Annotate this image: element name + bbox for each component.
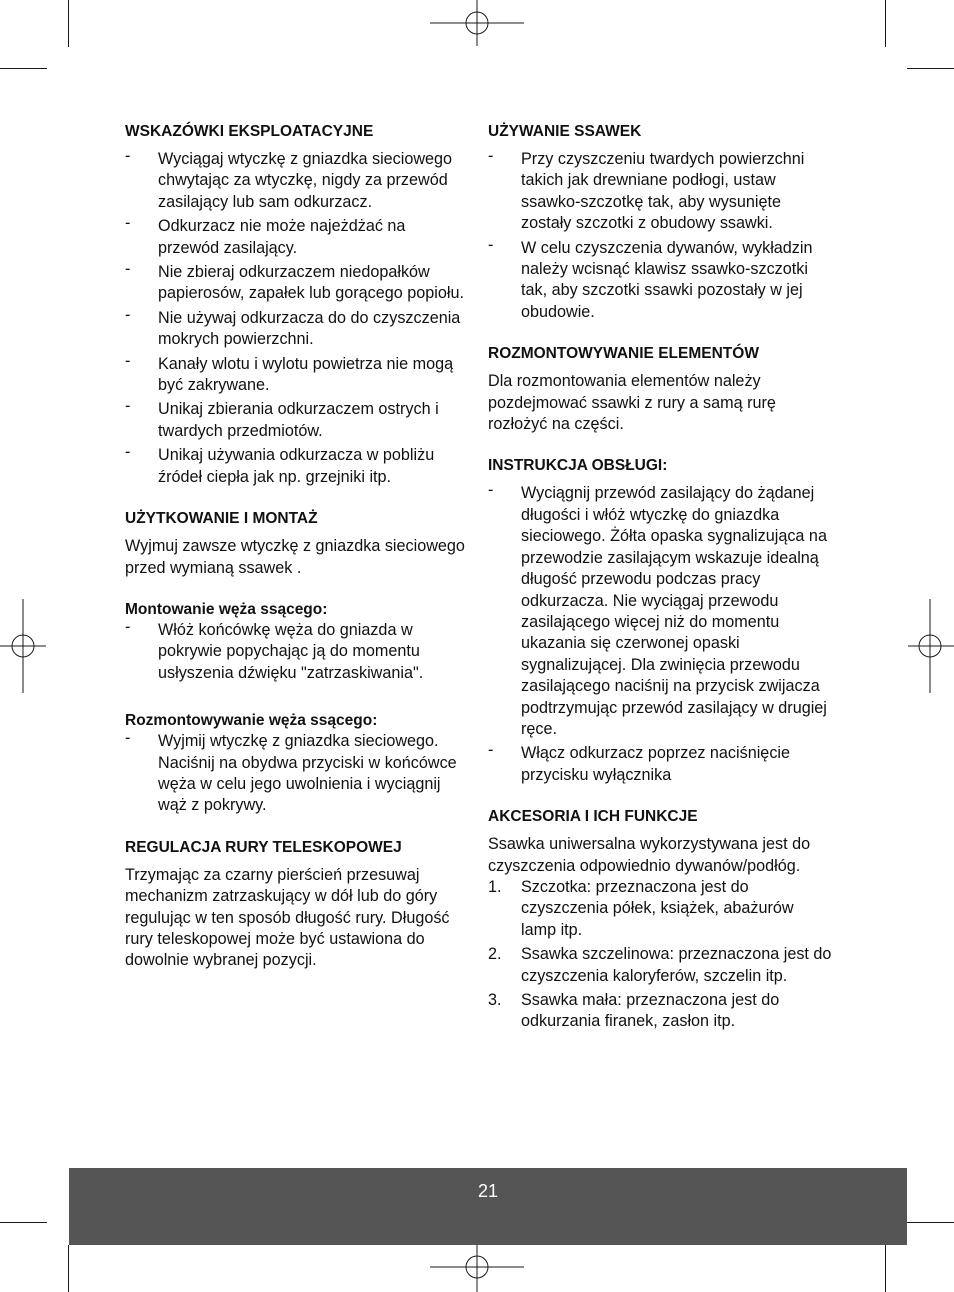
paragraph: Dla rozmontowania elementów należy pozdejmować ssawki z rury a samą rurę rozłożyć na części. [488,372,776,434]
list-number: 3. [488,991,502,1009]
bullet-dash: - [125,617,131,636]
section-telescopic-tube [125,837,470,972]
bullet-dash: - [488,741,494,760]
list-item: - Nie zbieraj odkurzaczem niedopałków papierosów, zapałek lub gorącego popiołu. [125,260,464,303]
crop-mark [885,1245,886,1292]
page-number: 21 [477,1181,499,1201]
registration-mark [0,599,48,693]
bullet-list [488,149,833,323]
bullet-list [125,149,470,488]
section-title: ROZMONTOWYWANIE ELEMENTÓW [488,345,759,363]
paragraph: Ssawka uniwersalna wykorzystywana jest do czyszczenia odpowiednio dywanów/podłóg. [488,835,811,875]
bullet-dash: - [125,443,131,462]
section-use-and-assembly [125,508,470,579]
numbered-list [488,877,833,1033]
subsection-title: Montowanie węża ssącego: [125,600,328,618]
right-column [488,121,833,1053]
paragraph: Wyjmuj zawsze wtyczkę z gniazdka sieciowego przed wymianą ssawek . [125,537,465,577]
section-hose-removal [125,710,470,817]
bullet-dash: - [125,729,131,748]
registration-mark [430,1245,524,1292]
list-item: - Włącz odkurzacz poprzez naciśnięcie przycisku wyłącznika [488,741,791,784]
section-usage-tips [125,121,470,488]
list-item: - Przy czyszczeniu twardych powierzchni takich jak drewniane podłogi, ustaw ssawko-szczotkę tak, aby wysunięte zostały szczotki z obudowy ssawki. [488,147,805,233]
crop-mark [0,1222,47,1223]
bullet-dash: - [488,481,494,500]
section-title: REGULACJA RURY TELESKOPOWEJ [125,838,402,856]
list-item: - Nie używaj odkurzacza do do czyszczenia mokrych powierzchni. [125,305,461,349]
left-column [125,121,470,992]
bullet-list [125,617,470,684]
subsection-title: Rozmontowywanie węża ssącego: [125,712,378,730]
bullet-list [125,731,470,817]
list-item: - Wyjmij wtyczkę z gniazdka sieciowego. Naciśnij na obydwa przyciski w końcówce węża w celu jego uwolnienia i wyciągnij wąż z pokrywy. [125,729,457,815]
crop-mark [68,1245,69,1292]
bullet-dash: - [488,147,494,165]
section-operating-instructions [488,455,833,786]
list-item: 1. Szczotka: przeznaczona jest do czyszczenia półek, książek, abażurów lamp itp. [488,877,794,939]
section-title: AKCESORIA I ICH FUNKCJE [488,808,698,826]
section-hose-mounting [125,599,470,684]
crop-mark [885,0,886,47]
paragraph: Trzymając za czarny pierścień przesuwaj mechanizm zatrzaskujący w dół lub do góry regulując w ten sposób długość rury. Długość rury teleskopowej może być ustawiona do dowolnie wybranej pozycji. [125,865,450,970]
list-item: 2. Ssawka szczelinowa: przeznaczona jest do czyszczenia kaloryferów, szczelin itp. [488,945,832,985]
section-accessories [488,806,833,1033]
list-item: 3. Ssawka mała: przeznaczona jest do odkurzania firanek, zasłon itp. [488,991,780,1031]
crop-mark [907,1222,954,1223]
section-disassembly [488,343,833,435]
registration-mark [430,0,524,48]
list-number: 2. [488,945,502,964]
crop-mark [68,0,69,47]
section-title: WSKAZÓWKI EKSPLOATACYJNE [125,123,374,140]
list-item: - Unikaj używania odkurzacza w pobliżu źródeł ciepła jak np. grzejniki itp. [125,443,435,486]
list-item: - Włóż końcówkę węża do gniazda w pokrywie popychając ją do momentu usłyszenia dźwięku "zatrzaskiwania". [125,617,424,682]
bullet-dash: - [125,260,131,279]
crop-mark [0,68,47,69]
bullet-dash: - [488,235,494,254]
bullet-dash: - [125,147,131,165]
footer-bar [69,1168,907,1245]
list-item: - Unikaj zbierania odkurzaczem ostrych i twardych przedmiotów. [125,397,439,440]
bullet-dash: - [125,351,131,370]
registration-mark [906,599,954,693]
list-item: - Odkurzacz nie może najeżdżać na przewód zasilający. [125,214,406,257]
section-title: UŻYWANIE SSAWEK [488,123,642,140]
list-item: - Wyciągaj wtyczkę z gniazdka sieciowego chwytając za wtyczkę, nigdy za przewód zasilający lub sam odkurzacz. [125,147,453,211]
list-item: - W celu czyszczenia dywanów, wykładzin należy wcisnąć klawisz ssawko-szczotki tak, aby szczotki ssawki pozostały w jej obudowie. [488,235,813,321]
section-using-nozzles [488,121,833,323]
list-item: - Kanały wlotu i wylotu powietrza nie mogą być zakrywane. [125,351,454,395]
section-title: INSTRUKCJA OBSŁUGI: [488,457,668,475]
list-number: 1. [488,877,502,896]
bullet-list [488,483,833,786]
crop-mark [907,68,954,69]
section-title: UŻYTKOWANIE I MONTAŻ [125,510,318,528]
bullet-dash: - [125,214,131,233]
bullet-dash: - [125,397,131,416]
list-item: - Wyciągnij przewód zasilający do żądanej długości i włóż wtyczkę do gniazdka sieciowego. Żółta opaska sygnalizująca na przewodzie zasilającym wskazuje idealną długość przewodu podczas pracy odkurzacza. Nie wyciągaj przewodu zasilającego więcej niż do momentu ukazania się czerwonej opaski sygnalizującej. Dla zwinięcia przewodu zasilającego naciśnij na przycisk zwijacza podtrzymując przewód zasilający w drugiej ręce. [488,481,827,738]
bullet-dash: - [125,305,131,324]
